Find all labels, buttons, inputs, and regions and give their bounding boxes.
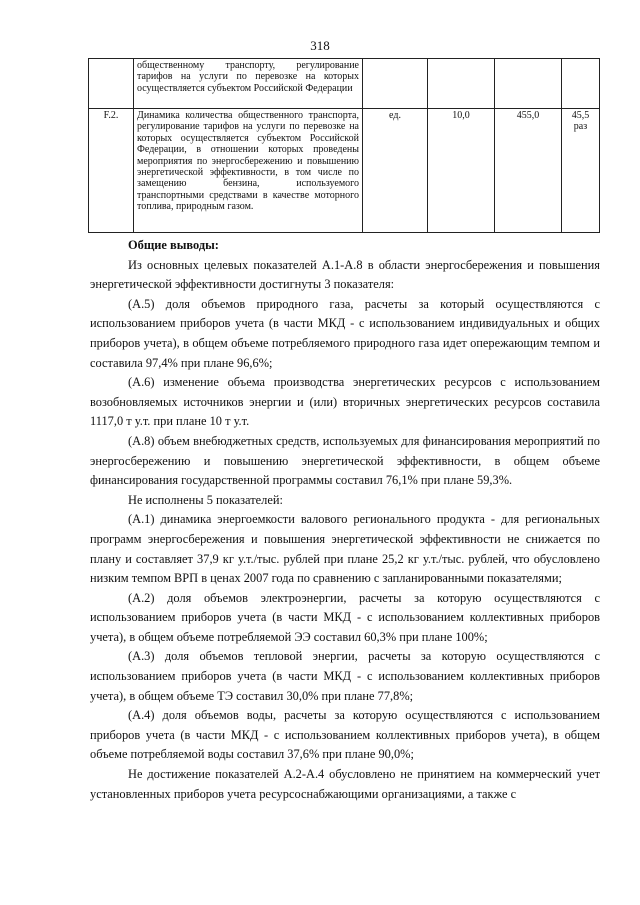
- table-cell-fact: [495, 59, 562, 109]
- table-cell-unit: [363, 59, 428, 109]
- indicator-table: [88, 58, 600, 233]
- section-heading: Общие выводы:: [128, 238, 219, 252]
- paragraph: (А.1) динамика энергоемкости валового регионального продукта - для региональных программ энергосбережения и повышения энергетической эффективности не снижается по плану и составляет 37,9 кг у.т./тыс. рублей при плане 25,2 кг у.т./тыс. рублей, что обусловлено низким темпом ВРП в ценах 2007 года по сравнению с запланированными показателями;: [90, 512, 600, 586]
- table-cell-id: F.2.: [89, 109, 134, 233]
- paragraph: Не достижение показателей А.2-А.4 обусловлено не принятием на коммерческий учет установленных приборов учета ресурсоснабжающими организациями, а также с: [90, 767, 600, 801]
- table-cell-plan: 10,0: [428, 109, 495, 233]
- table-cell-plan: [428, 59, 495, 109]
- table-cell-ratio: [562, 59, 600, 109]
- table-cell-ratio: 45,5 раз: [562, 109, 600, 233]
- page-number: 318: [310, 38, 330, 53]
- paragraph: (А.3) доля объемов тепловой энергии, расчеты за которую осуществляются с использованием приборов учета (в части МКД - с использованием коллективных приборов учета), в общем объеме ТЭ составил 30,0% при плане 77,8%;: [90, 649, 600, 703]
- table-cell-unit: ед.: [363, 109, 428, 233]
- paragraph: (А.2) доля объемов электроэнергии, расчеты за которую осуществляются с использованием приборов учета (в части МКД - с использованием коллективных приборов учета), в общем объеме потребляемой ЭЭ составил 60,3% при плане 100%;: [90, 590, 600, 644]
- table-row: [89, 59, 600, 109]
- paragraph: Из основных целевых показателей А.1-А.8 в области энергосбережения и повышения энергетической эффективности достигнуты 3 показателя:: [90, 257, 600, 292]
- paragraph: (А.8) объем внебюджетных средств, используемых для финансирования мероприятий по энергосбережению и повышению энергетической эффективности, в общем объеме финансирования государственной программы составил 76,1% при плане 59,3%.: [90, 433, 600, 488]
- paragraph: (А.5) доля объемов природного газа, расчеты за который осуществляются с использованием приборов учета (в части МКД - с использованием индивидуальных и общих приборов учета), в общем объеме потребляемого природного газа идет опережающим темпом и составила 97,4% при плане 96,6%;: [90, 296, 600, 370]
- paragraph: (А.6) изменение объема производства энергетических ресурсов с использованием возобновляемых источников энергии и (или) вторичных энергетических ресурсов составила 1117,0 т у.т. при плане 10 т у.т.: [90, 375, 600, 429]
- table-cell-fact: 455,0: [495, 109, 562, 233]
- paragraph: Не исполнены 5 показателей:: [128, 492, 283, 507]
- paragraph: (А.4) доля объемов воды, расчеты за которую осуществляются с использованием приборов учета (в части МКД - с использованием коллективных приборов учета), в общем объеме потребляемой воды составил 37,6% при плане 90,0%;: [90, 708, 600, 762]
- table-cell-id: [89, 59, 134, 109]
- table-cell-description: общественному транспорту, регулирование тарифов на услуги по перевозке на которых осуществляется субъектом Российской Федерации: [134, 59, 363, 109]
- table-cell-description: Динамика количества общественного транспорта, регулирование тарифов на услуги по перевозке на которых осуществляется субъектом Российской Федерации, в отношении которых проведены мероприятия по энергосбережению и повышению энергетической эффективности, в том числе по замещению бензина, используемого транспортными средствами в качестве моторного топлива, природным газом.: [134, 109, 363, 233]
- conclusions-section: [90, 236, 600, 804]
- table-row: [89, 109, 600, 233]
